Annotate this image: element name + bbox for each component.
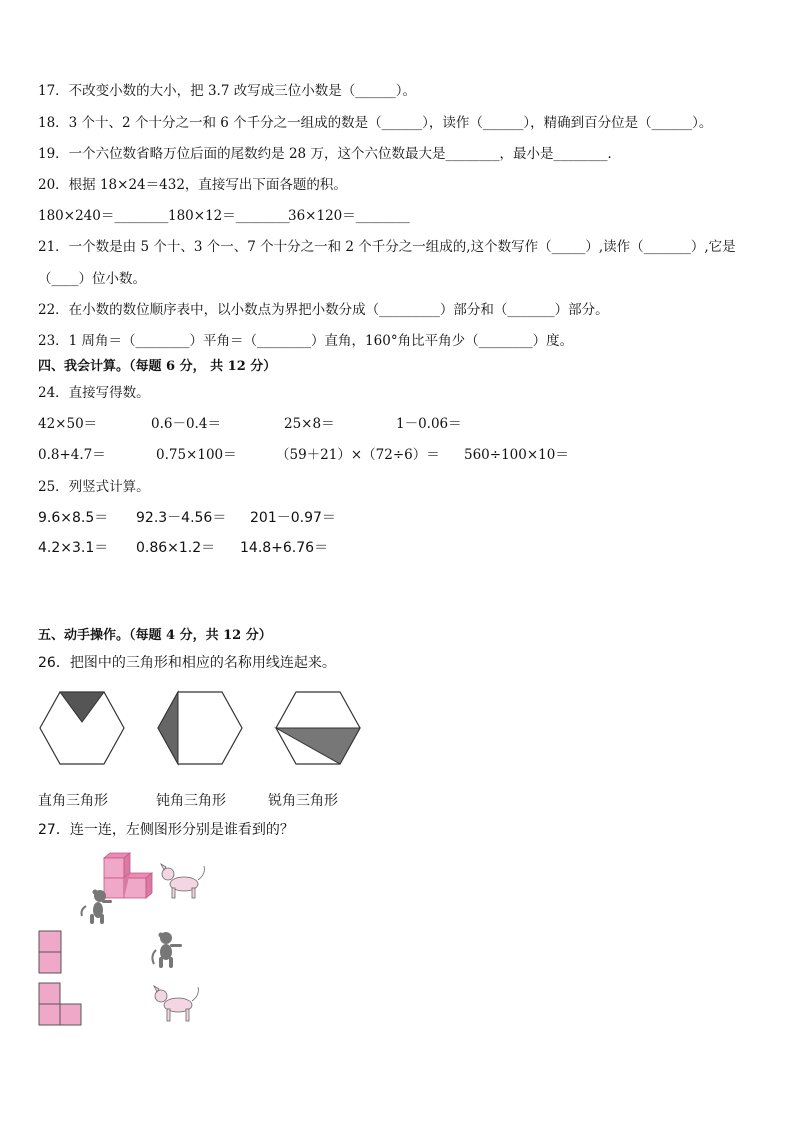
q25-expr: 14.8+6.76＝ bbox=[240, 540, 329, 556]
cube-stack bbox=[104, 853, 152, 898]
section-4-heading: 四、我会计算。（每题 6 分， 共 12 分） bbox=[38, 359, 277, 374]
question-20: 20．根据 18×24＝432，直接写出下面各题的积。 bbox=[38, 177, 347, 193]
view-l-shape bbox=[38, 982, 86, 1028]
view-column-shape bbox=[38, 930, 64, 976]
question-21-line2: （____）位小数。 bbox=[38, 271, 146, 287]
q25-expr: 9.6×8.5＝ bbox=[38, 510, 109, 526]
q20-item-1: 180×240＝________ bbox=[38, 208, 169, 224]
label-acute-triangle: 锐角三角形 bbox=[268, 793, 338, 809]
q25-expr: 0.86×1.2＝ bbox=[136, 540, 216, 556]
hexagon-figure-3 bbox=[274, 690, 362, 766]
q24-expr: 560÷100×10＝ bbox=[464, 447, 569, 463]
q24-expr: （59＋21）×（72÷6）＝ bbox=[276, 447, 440, 463]
cube-stack-scene bbox=[76, 850, 216, 930]
monkey-icon[interactable] bbox=[150, 930, 194, 970]
question-23: 23．1 周角＝（________）平角＝（________）直角，160°角比平角少（________）度。 bbox=[38, 333, 574, 349]
dog-icon[interactable] bbox=[150, 985, 204, 1025]
question-24: 24．直接写得数。 bbox=[38, 385, 150, 401]
section-5-heading: 五、动手操作。（每题 4 分，共 12 分） bbox=[38, 628, 272, 643]
q24-expr: 0.6－0.4＝ bbox=[151, 416, 221, 432]
question-21-line1: 21．一个数是由 5 个十、3 个一、7 个十分之一和 2 个千分之一组成的,这个数写作（_____）,读作（_______）,它是 bbox=[38, 239, 736, 255]
q24-expr: 42×50＝ bbox=[38, 416, 98, 432]
hexagon-figure-1 bbox=[38, 690, 126, 766]
question-22: 22．在小数的数位顺序表中，以小数点为界把小数分成（_________）部分和（_______）部分。 bbox=[38, 302, 609, 318]
q25-expr: 92.3－4.56＝ bbox=[136, 510, 227, 526]
q24-expr: 1－0.06＝ bbox=[396, 416, 462, 432]
label-obtuse-triangle: 钝角三角形 bbox=[156, 793, 226, 809]
question-26: 26．把图中的三角形和相应的名称用线连起来。 bbox=[38, 655, 336, 671]
q24-expr: 0.8+4.7＝ bbox=[38, 447, 106, 463]
q20-item-3: 36×120＝________ bbox=[288, 208, 410, 224]
dog-icon bbox=[161, 864, 204, 898]
hexagon-figure-2 bbox=[156, 690, 244, 766]
q25-expr: 4.2×3.1＝ bbox=[38, 540, 109, 556]
label-right-triangle: 直角三角形 bbox=[38, 793, 108, 809]
question-19: 19．一个六位数省略万位后面的尾数约是 28 万，这个六位数最大是________，最小是________． bbox=[38, 146, 621, 162]
question-18: 18．3 个十、2 个十分之一和 6 个千分之一组成的数是（______），读作（______），精确到百分位是（______）。 bbox=[38, 115, 713, 131]
q20-item-2: 180×12＝________ bbox=[168, 208, 290, 224]
acute-triangle-shape bbox=[158, 692, 178, 764]
question-17: 17．不改变小数的大小，把 3.7 改写成三位小数是（______）。 bbox=[38, 83, 416, 99]
q24-expr: 25×8＝ bbox=[284, 416, 335, 432]
question-25: 25．列竖式计算。 bbox=[38, 479, 150, 495]
q25-expr: 201－0.97＝ bbox=[250, 510, 336, 526]
q24-expr: 0.75×100＝ bbox=[156, 447, 237, 463]
question-27: 27．连一连，左侧图形分别是谁看到的？ bbox=[38, 822, 294, 838]
